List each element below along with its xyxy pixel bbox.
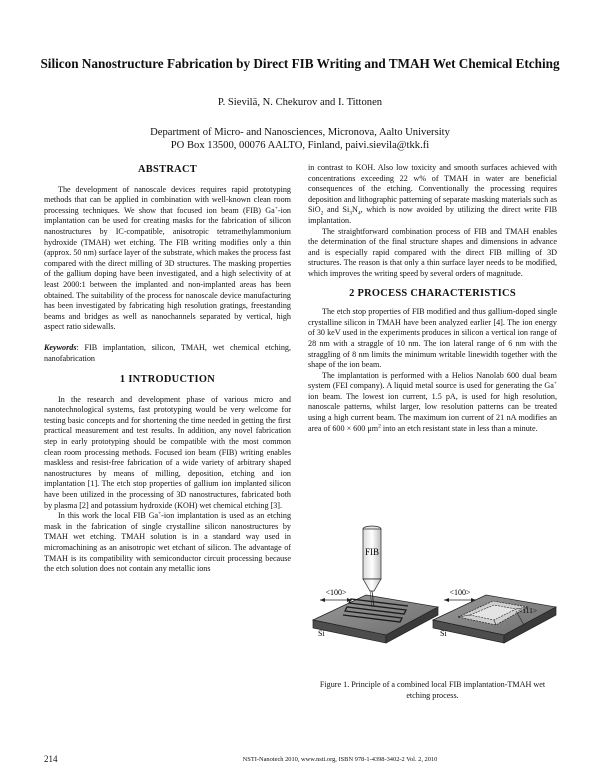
intro-paragraph-2: [44, 511, 291, 575]
intro-paragraph-3: The straightforward combination process of FIB and TMAH enables the determination of the final structure shapes and dimensions in advance and is especially rapid compared with the direct FIB milling of 3D structures. The reason is that only a thin surface layer needs to be modified, which improves the writing speed by several orders of magnitude.: [308, 226, 557, 278]
process-paragraph-1: The etch stop properties of FIB modified and thus gallium-doped single crystalline silicon in TMAH have been analyzed earlier [4]. The ion energy of 30 keV used in the experiments produces in silicon a vertical ion range of 28 nm with a straggle of 10 nm. The ion lateral range of 6 nm with the straggling of 8 nm limits the minimum writable linewidth together with the shape of the ion beam.: [308, 307, 557, 370]
left-direction-arrow: [320, 598, 352, 602]
left-substrate: [313, 595, 438, 643]
process-p2-text-a: The implantation is performed with a Helios Nanolab 600 dual beam system (FEI company). A liquid metal source is used for generating the Ga: [308, 370, 557, 391]
affiliation-line-1: Department of Micro- and Nanosciences, Micronova, Aalto University: [150, 127, 450, 138]
right-substrate: [433, 595, 556, 643]
abstract-sup: +: [274, 205, 278, 212]
right-p1-sub-2: 3: [349, 211, 352, 217]
authors: P. Sievilä, N. Chekurov and I. Tittonen: [217, 97, 383, 108]
page-number: 214: [44, 754, 58, 764]
paper-title: Silicon Nanostructure Fabrication by Direct FIB Writing and TMAH Wet Chemical Etching: [40, 56, 560, 71]
left-column: [44, 163, 291, 575]
right-p1-mid-2: N: [351, 205, 358, 215]
section-1-heading: 1 INTRODUCTION: [119, 374, 216, 386]
process-paragraph-2: [308, 371, 557, 435]
direction-111-label: <111>: [518, 606, 538, 615]
process-p2-sup-2: 2: [378, 422, 381, 429]
affiliation: [40, 126, 560, 152]
keywords-label: Keywords: [44, 342, 77, 352]
process-p2-sup: +: [553, 380, 557, 387]
section-2-heading: 2 PROCESS CHARACTERISTICS: [349, 287, 516, 299]
left-si-label: Si: [318, 629, 325, 638]
abstract-text-a: The development of nanoscale devices requires rapid prototyping methods that can be applied in combination with well-known clean room processing techniques. We show that focused ion beam (FIB) Ga: [44, 184, 291, 215]
intro-continued-paragraph: [308, 163, 557, 227]
intro-paragraph-1: In the research and development phase of various micro and nanotechnological systems, fast prototyping would be very welcome for testing basic concepts and for shortening the time needed in getting the first practical measurement and test results. In addition, any novel fabrication step in early prototyping should be compatible with the most common clean room processing methods. Focused ion beam (FIB) writing enables maskless and resist-free fabrication of a wide variety of arbitrary shaped nanostructures by means of milling, deposition, etching and ion implantation [1]. The etch stop properties of gallium ion implanted silicon have been utilized in the processing of 3D nanostructures, fabricated both by plasma [2] and potassium hydroxide (KOH) wet chemical etching [3].: [44, 394, 291, 510]
process-p2-text-c: into an etch resistant state in less than a minute.: [380, 423, 538, 433]
affiliation-line-2: PO Box 13500, 00076 AALTO, Finland, paivi.sievila@tkk.fi: [170, 140, 430, 151]
right-direction-label: <100>: [449, 588, 471, 597]
process-p2-text-b: ion beam. The lowest ion current, 1.5 pA, is used for high resolution, nanoscale patterns, whilst larger, low resolution patterns can be treated using a high current beam. The maximum ion current of 21 nA modifies an area of 600 × 600 μm: [308, 391, 557, 433]
intro-p2-text-a: In this work the local FIB Ga: [58, 511, 159, 521]
figure-1-caption: Figure 1. Principle of a combined local FIB implantation-TMAH wet etching process.: [319, 680, 546, 700]
right-column: [308, 163, 557, 434]
right-si-label: Si: [440, 629, 447, 638]
right-p1-sub-3: 4: [357, 211, 361, 217]
keywords-text: : FIB implantation, silicon, TMAH, wet chemical etching, nanofabrication: [44, 342, 291, 363]
right-p1-mid: and Si: [323, 205, 350, 215]
intro-p2-text-b: -ion implantation is used as an etching mask in the fabrication of single crystalline silicon nanostructures by TMAH wet etching. TMAH solution is in a standard way used in micromachining as an anisotropic wet etchant of silicon. The advantage of TMAH is its compatibility with semiconductor circuit processing because the etch solution does not contain any metallic ions: [44, 511, 292, 574]
left-direction-label: <100>: [325, 588, 347, 597]
abstract-heading: ABSTRACT: [138, 164, 197, 175]
right-direction-arrow: [444, 598, 476, 602]
right-p1-text-b: , which is now avoided by utilizing the direct write FIB implantation.: [308, 205, 557, 225]
footer-text: NSTI-Nanotech 2010, www.nsti.org, ISBN 978-1-4398-3402-2 Vol. 2, 2010: [242, 756, 438, 763]
abstract-paragraph: [44, 185, 291, 333]
right-p1-sub-1: 2: [320, 211, 324, 217]
right-p1-text-a: in contrast to KOH. Also low toxicity and smooth surfaces achieved with concentrations exceeding 22 w% of TMAH in water are beneficial consequences of the etching. Conventionally the processing requires deposition and lithographic patterning of separate masking materials such as SiO: [308, 163, 557, 215]
fib-label: FIB: [364, 547, 380, 557]
keywords: [44, 343, 291, 364]
abstract-text-b: -ion implantation can be used for creating masks for the fabrication of silicon nanostructures by IC-compatible, anisotropic tetramethylammonium hydroxide (TMAH) wet etching. The FIB writing modifies only a thin (approx. 50 nm) surface layer of the substrate, which makes the process fast compared with the direct milling of 3D structures. The masking properties of the gallium doping have been investigated, and a high selectivity of at least 2000:1 between the implanted and non-implanted areas has been obtained. The suitability of the process for nanoscale device manufacturing has been investigated by fabricating high resolution gratings, freestanding beams and bridges as well as nanochannels separated by vertical, high aspect ratio sidewalls.: [44, 205, 291, 332]
figure-1-illustration: [308, 525, 557, 665]
intro-p2-sup: +: [158, 510, 162, 517]
